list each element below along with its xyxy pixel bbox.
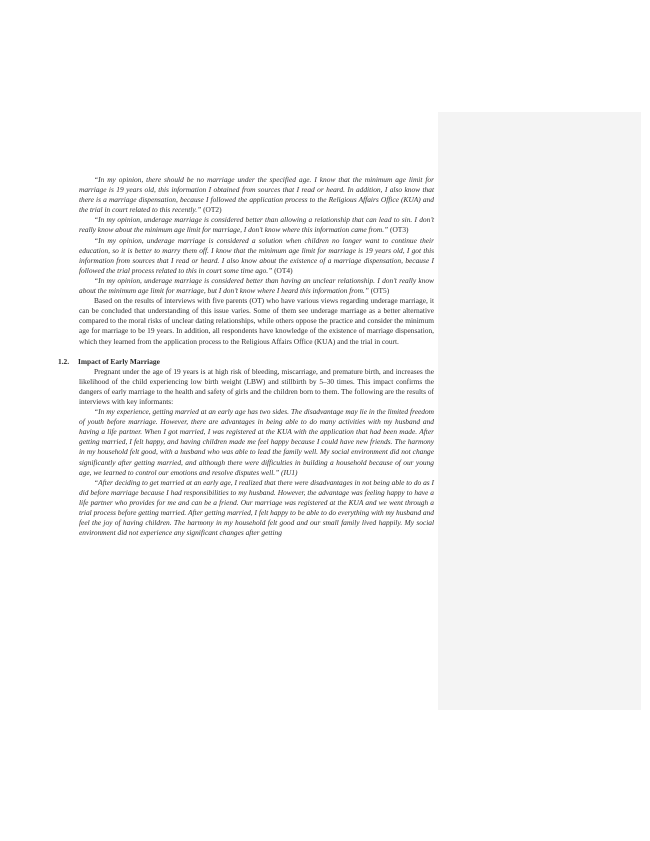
section-title: Impact of Early Marriage bbox=[78, 356, 160, 366]
document-page bbox=[58, 175, 434, 538]
section-heading bbox=[58, 357, 434, 367]
intro-paragraph: Pregnant under the age of 19 years is at high risk of bleeding, miscarriage, and premature birth, and increases the likelihood of the child experiencing low birth weight (LBW) and stillbirth by 5–30 times. This impact confirms the dangers of early marriage to the health and safety of girls and the children born to them. The following are the results of interviews with key informants: bbox=[79, 366, 434, 406]
quote-ot2: “In my opinion, there should be no marriage under the specified age. I know that the minimum age limit for marriage is 19 years old, this information I obtained from sources that I read or heard. In addition, I also know that there is a marriage dispensation, because I followed the application process to the Religious Affairs Office (KUA) and the trial in court related to this recently.” (OT2) bbox=[79, 175, 434, 215]
quote-iu1: “In my experience, getting married at an early age has two sides. The disadvantage may lie in the limited freedom of youth before marriage. However, there are advantages in being able to do many activities with my husband and having a life partner. When I got married, I was registered at the KUA with the application that had been made. After getting married, I felt happy, and having children made me feel happy because I could have new friends. The harmony in my household felt good, with a husband who was able to lead the family well. My social environment did not change significantly after getting married, and although there were difficulties in building a household because of our young age, we learned to control our emotions and resolve disputes well.” (IU1) bbox=[79, 407, 434, 477]
conclusion-paragraph: Based on the results of interviews with five parents (OT) who have various views regarding underage marriage, it can be concluded that understanding of this issue varies. Some of them see underage marriage as a better alternative compared to the moral risks of unclear dating relationships, while others oppose the practice and consider the minimum age for marriage to be 19 years. In addition, all respondents have knowledge of the existence of marriage dispensation, which they learned from the application process to the Religious Affairs Office (KUA) and the trial in court. bbox=[79, 296, 434, 346]
section-number: 1.2. bbox=[58, 356, 70, 366]
quote-ot3: “In my opinion, underage marriage is considered better than allowing a relationship that can lead to sin. I don’t really know about the minimum age limit for marriage, I don’t know where this information came from.” (OT3) bbox=[79, 215, 434, 235]
quote-ot4: “In my opinion, underage marriage is considered a solution when children no longer want to continue their education, so it is better to marry them off. I know that the minimum age limit for marriage is 19 years old, I got this information from sources that I read or heard. I also know about the existence of a marriage dispensation, because I followed the trial process related to this in court some time ago.” (OT4) bbox=[79, 235, 434, 275]
comment-pane bbox=[438, 112, 641, 710]
quote-ot5: “In my opinion, underage marriage is considered better than having an unclear relationship. I don’t really know about the minimum age limit for marriage, but I don’t know where I heard this information from.” (OT5) bbox=[79, 275, 434, 296]
quote-iu2: “After deciding to get married at an early age, I realized that there were disadvantages in not being able to do as I did before marriage because I had responsibilities to my husband. However, the advantage was feeling happy to have a life partner who provides for me and can be a friend. Our marriage was registered at the KUA and we went through a trial process before getting married. After getting married, I felt happy to be able to do everything with my husband and feel the joy of having children. The harmony in my household felt good and our small family lived happily. My social environment did not experience any significant changes after getting bbox=[79, 477, 434, 538]
